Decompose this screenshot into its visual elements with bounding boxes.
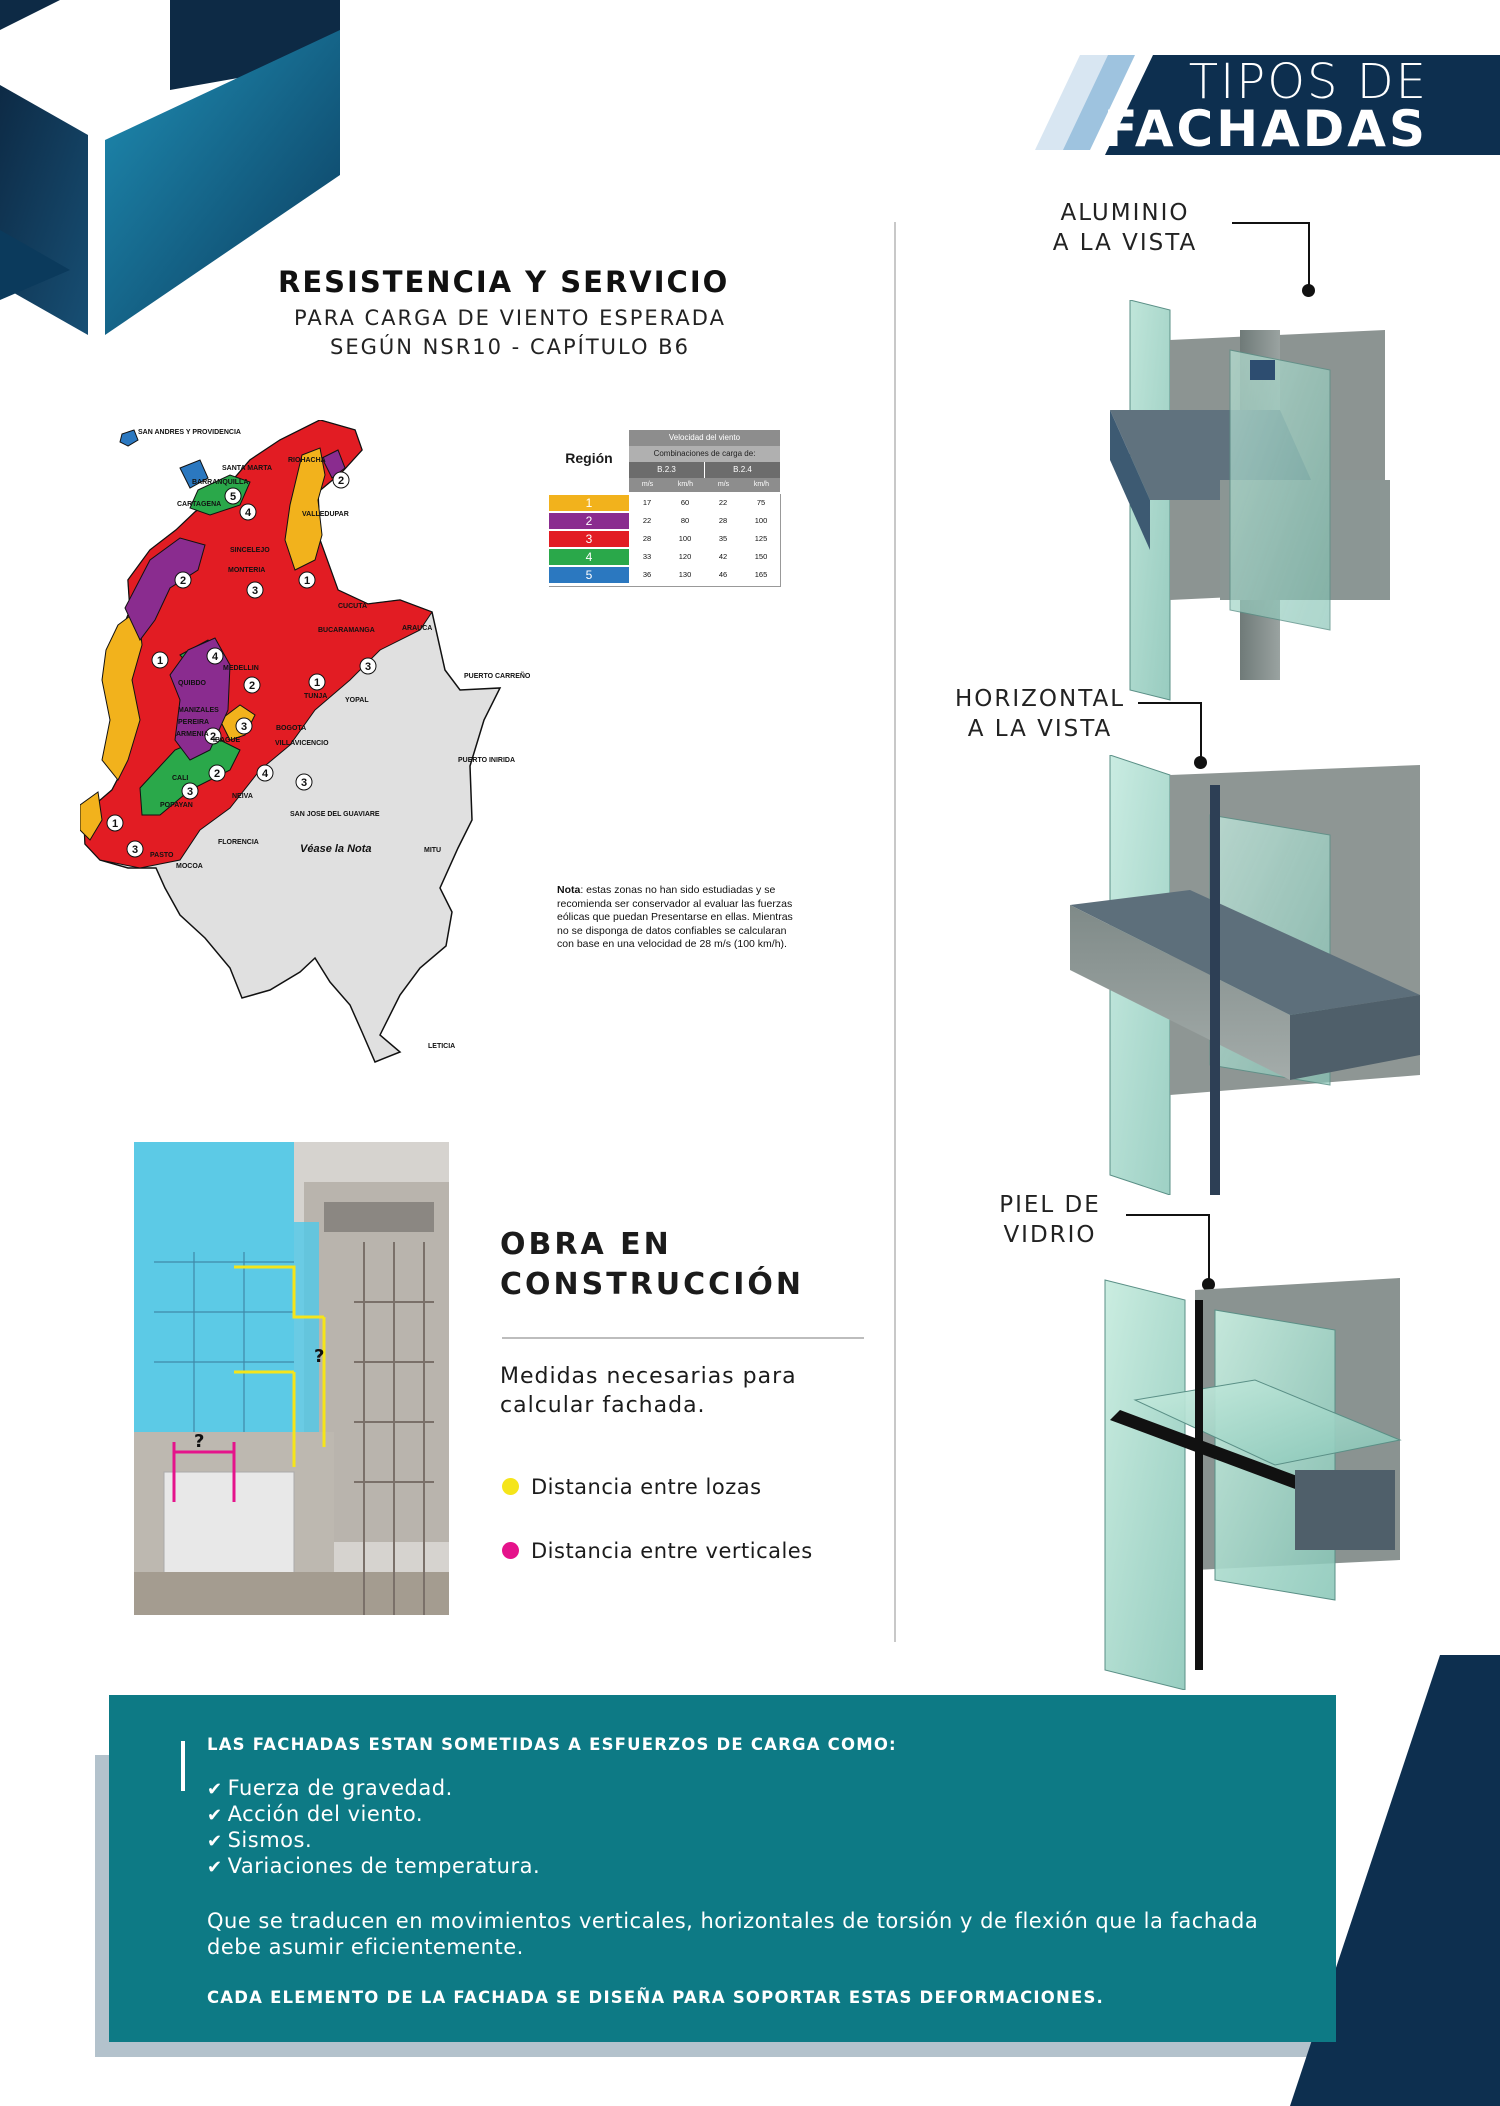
svg-text:SANTA MARTA: SANTA MARTA xyxy=(222,465,273,472)
fachada-horizontal-line1: HORIZONTAL xyxy=(954,686,1126,712)
svg-text:3: 3 xyxy=(186,786,194,798)
svg-text:LETICIA: LETICIA xyxy=(428,1043,456,1050)
svg-text:3: 3 xyxy=(240,721,248,733)
svg-text:1: 1 xyxy=(303,575,311,587)
obra-description-1: Medidas necesarias para xyxy=(500,1364,797,1389)
svg-text:5: 5 xyxy=(229,491,237,503)
table-region-header: Región xyxy=(549,430,629,486)
list-item: ✔ Acción del viento. xyxy=(207,1802,1267,1828)
svg-text:MEDELLIN: MEDELLIN xyxy=(223,665,259,672)
table-b24-header: B.2.4 xyxy=(705,462,780,478)
page-title xyxy=(1103,54,1428,158)
map-note xyxy=(557,884,797,952)
svg-text:2: 2 xyxy=(248,680,256,692)
svg-text:1: 1 xyxy=(156,655,164,667)
svg-text:MONTERIA: MONTERIA xyxy=(228,567,266,574)
svg-text:SAN ANDRES Y PROVIDENCIA: SAN ANDRES Y PROVIDENCIA xyxy=(138,429,241,436)
table-cell: 100 xyxy=(678,534,692,543)
magenta-dot-icon xyxy=(502,1542,519,1559)
table-units-row xyxy=(629,478,780,492)
callout-dot-aluminio xyxy=(1302,284,1315,297)
svg-text:BUCARAMANGA: BUCARAMANGA xyxy=(318,627,375,634)
fachada-aluminio-line2: A LA VISTA xyxy=(1052,230,1198,256)
svg-text:PEREIRA: PEREIRA xyxy=(178,719,210,726)
table-cell: 125 xyxy=(754,534,768,543)
svg-text:FLORENCIA: FLORENCIA xyxy=(218,839,259,846)
table-cell: 22 xyxy=(642,516,652,525)
svg-text:ARAUCA: ARAUCA xyxy=(402,625,433,632)
svg-text:4: 4 xyxy=(244,507,252,519)
svg-text:3: 3 xyxy=(300,777,308,789)
table-cell: 165 xyxy=(754,570,768,579)
legend-item-lozas xyxy=(502,1474,762,1500)
table-cell: 75 xyxy=(756,498,766,507)
table-cell: 60 xyxy=(680,498,690,507)
facade-render-horizontal xyxy=(1070,755,1425,1195)
column-divider xyxy=(894,222,896,1642)
obra-title-1: OBRA EN xyxy=(500,1227,672,1262)
legend-label-lozas: Distancia entre lozas xyxy=(531,1475,762,1499)
svg-text:2: 2 xyxy=(337,475,345,487)
table-row xyxy=(549,548,780,566)
svg-text:1: 1 xyxy=(313,677,321,689)
svg-text:CALI: CALI xyxy=(172,775,189,782)
legend-item-verticales xyxy=(502,1538,813,1564)
photo-mark-2: ? xyxy=(194,1431,205,1452)
colombia-wind-map xyxy=(80,420,550,1070)
svg-text:4: 4 xyxy=(261,768,269,780)
table-rows xyxy=(549,494,781,587)
cargas-footer: CADA ELEMENTO DE LA FACHADA SE DISEÑA PARA SOPORTAR ESTAS DEFORMACIONES. xyxy=(207,1988,1105,2007)
unit-ms-2: m/s xyxy=(717,481,730,488)
svg-text:PASTO: PASTO xyxy=(150,852,174,859)
svg-text:SAN JOSE DEL GUAVIARE: SAN JOSE DEL GUAVIARE xyxy=(290,811,380,818)
table-cell: 35 xyxy=(718,534,728,543)
table-cell: 33 xyxy=(642,552,652,561)
table-cell: 46 xyxy=(718,570,728,579)
table-cell: 120 xyxy=(678,552,692,561)
map-note-area: Véase la Nota xyxy=(300,843,372,855)
svg-text:BOGOTA: BOGOTA xyxy=(276,725,307,732)
table-cell: 42 xyxy=(718,552,728,561)
table-cell: 28 xyxy=(642,534,652,543)
legend-label-verticales: Distancia entre verticales xyxy=(531,1539,813,1563)
table-row xyxy=(549,512,780,530)
resistencia-subtitle-1: PARA CARGA DE VIENTO ESPERADA xyxy=(294,306,726,330)
fachada-label-aluminio xyxy=(1040,198,1210,258)
svg-text:POPAYAN: POPAYAN xyxy=(160,802,193,809)
cargas-list xyxy=(207,1776,1267,1880)
region-swatch: 2 xyxy=(549,513,629,529)
table-cell: 28 xyxy=(718,516,728,525)
table-combo-header: Combinaciones de carga de: xyxy=(629,446,780,462)
cargas-paragraph: Que se traducen en movimientos verticales, horizontales de torsión y de flexión que la fachada debe asumir eficientemente. xyxy=(207,1909,1259,1959)
teal-box-accent-bar xyxy=(181,1741,185,1791)
fachada-aluminio-line1: ALUMINIO xyxy=(1060,200,1190,226)
obra-title-2: CONSTRUCCIÓN xyxy=(500,1267,804,1302)
table-cell: 150 xyxy=(754,552,768,561)
resistencia-title: RESISTENCIA Y SERVICIO xyxy=(278,265,730,299)
obra-description xyxy=(500,1362,797,1420)
svg-text:NEIVA: NEIVA xyxy=(232,793,253,800)
svg-text:3: 3 xyxy=(364,661,372,673)
svg-text:CUCUTA: CUCUTA xyxy=(338,603,368,610)
svg-text:VILLAVICENCIO: VILLAVICENCIO xyxy=(275,740,329,747)
obra-title xyxy=(500,1225,804,1305)
region-swatch: 1 xyxy=(549,495,629,511)
callout-aluminio xyxy=(1232,222,1310,292)
cargas-heading: LAS FACHADAS ESTAN SOMETIDAS A ESFUERZOS DE CARGA COMO: xyxy=(207,1735,897,1754)
svg-text:PUERTO CARREÑO: PUERTO CARREÑO xyxy=(464,673,531,680)
svg-text:4: 4 xyxy=(211,651,219,663)
table-cell: 22 xyxy=(718,498,728,507)
resistencia-subtitle-2: SEGÚN NSR10 - CAPÍTULO B6 xyxy=(330,335,690,359)
table-row xyxy=(549,494,780,512)
region-swatch: 5 xyxy=(549,567,629,583)
table-cell: 130 xyxy=(678,570,692,579)
svg-text:3: 3 xyxy=(251,585,259,597)
table-row xyxy=(549,566,780,584)
fachada-label-piel xyxy=(990,1190,1110,1250)
obra-divider xyxy=(502,1337,864,1339)
table-cell: 100 xyxy=(754,516,768,525)
fachada-piel-line1: PIEL DE xyxy=(999,1192,1101,1218)
list-item: ✔ Fuerza de gravedad. xyxy=(207,1776,1267,1802)
unit-kmh-1: km/h xyxy=(677,481,694,488)
table-cell: 80 xyxy=(680,516,690,525)
svg-text:VALLEDUPAR: VALLEDUPAR xyxy=(302,511,349,518)
svg-text:ARMENIA: ARMENIA xyxy=(176,731,209,738)
obra-description-2: calcular fachada. xyxy=(500,1393,706,1418)
facade-render-piel xyxy=(1095,1270,1405,1690)
facade-render-aluminio xyxy=(1100,300,1390,720)
photo-mark-1: ? xyxy=(314,1346,325,1367)
svg-text:SINCELEJO: SINCELEJO xyxy=(230,547,270,554)
svg-text:TUNJA: TUNJA xyxy=(304,693,328,700)
san-andres-island xyxy=(120,430,138,446)
list-item: ✔ Sismos. xyxy=(207,1828,1267,1854)
svg-text:RIOHACHA: RIOHACHA xyxy=(288,457,326,464)
table-cell: 36 xyxy=(642,570,652,579)
svg-text:PUERTO INIRIDA: PUERTO INIRIDA xyxy=(458,757,516,764)
svg-text:CARTAGENA: CARTAGENA xyxy=(177,501,222,508)
note-label: Nota xyxy=(557,884,581,896)
svg-text:BARRANQUILLA: BARRANQUILLA xyxy=(192,479,249,486)
svg-text:1: 1 xyxy=(111,818,119,830)
svg-text:2: 2 xyxy=(179,575,187,587)
svg-text:IBAGUE: IBAGUE xyxy=(213,737,241,744)
table-velocity-header: Velocidad del viento xyxy=(629,430,780,446)
title-line-1: TIPOS DE xyxy=(1188,54,1428,110)
svg-text:MOCOA: MOCOA xyxy=(176,863,203,870)
region-swatch: 4 xyxy=(549,549,629,565)
yellow-dot-icon xyxy=(502,1478,519,1495)
svg-text:MITU: MITU xyxy=(424,847,442,854)
svg-text:2: 2 xyxy=(213,768,221,780)
fachada-piel-line2: VIDRIO xyxy=(1003,1222,1097,1248)
construction-photo xyxy=(134,1142,449,1615)
svg-text:3: 3 xyxy=(131,844,139,856)
note-text: : estas zonas no han sido estudiadas y se recomienda ser conservador al evaluar las fuerzas eólicas que puedan Presentarse en ellas. Mientras no se disponga de datos confiables se calcularan con base en una velocidad de 28 m/s (100 km/h). xyxy=(557,884,793,950)
table-row xyxy=(549,530,780,548)
table-cell: 17 xyxy=(642,498,652,507)
cargas-content xyxy=(207,1735,1267,2007)
svg-text:MANIZALES: MANIZALES xyxy=(178,707,219,714)
title-line-2: FACHADAS xyxy=(1103,100,1428,158)
unit-ms-1: m/s xyxy=(641,481,654,488)
region-swatch: 3 xyxy=(549,531,629,547)
svg-text:2: 2 xyxy=(209,731,217,743)
unit-kmh-2: km/h xyxy=(753,481,770,488)
fachada-horizontal-line2: A LA VISTA xyxy=(967,716,1113,742)
table-b23-header: B.2.3 xyxy=(629,462,704,478)
resistencia-subtitle xyxy=(270,304,750,362)
svg-text:YOPAL: YOPAL xyxy=(345,697,369,704)
list-item: ✔ Variaciones de temperatura. xyxy=(207,1854,1267,1880)
svg-text:QUIBDO: QUIBDO xyxy=(178,680,206,687)
